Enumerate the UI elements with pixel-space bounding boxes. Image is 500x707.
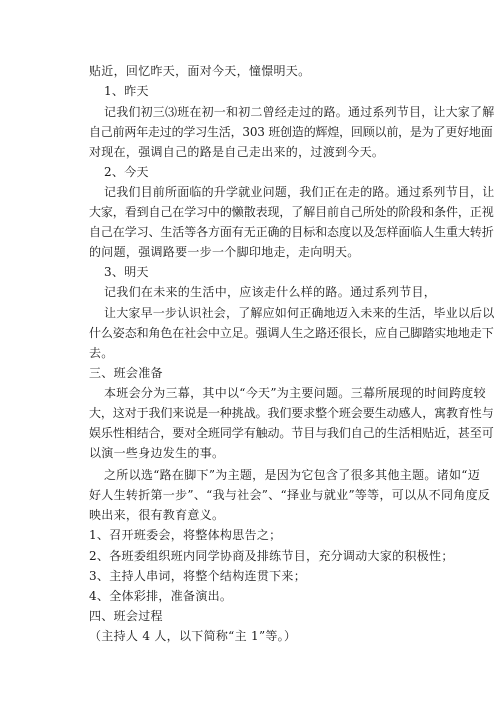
text-line: 以演一些身边发生的事。 [89,446,225,460]
text-line: 之所以选“路在脚下”为主题，是因为它包含了很多其他主题。诸如“迈 [104,468,481,482]
text-line: 娱乐性相结合，要对全班同学有触动。节目与我们自己的生活相贴近，甚至可 [89,426,494,440]
section-heading: 3、明天 [104,265,149,279]
text-line: 大，这对于我们来说是一种挑战。我们要求整个班会要生动感人，寓教育性与 [89,406,494,420]
text-line: 让大家早一步认识社会，了解应如何正确地迈入未来的生活，毕业以后以 [104,306,495,320]
text-line: 的问题，强调路要一步一个脚印地走，走向明天。 [89,245,360,259]
text-line: 自己在学习、生活等各方面有无正确的目标和态度以及怎样面临人生重大转折 [89,225,494,239]
text-line: 去。 [89,346,114,360]
list-item: 2、各班委组织班内同学协商及排练节目，充分调动大家的积极性； [89,549,454,563]
section-heading: 三、班会准备 [89,366,163,380]
list-item: 1、召开班委会，将整体构思告之； [89,528,282,542]
list-item: 3、主持人串词，将整个结构连贯下来； [89,569,307,583]
section-heading: 四、班会过程 [89,609,163,623]
text-line: 什么姿态和角色在社会中立足。强调人生之路还很长，应自己脚踏实地地走下 [89,326,494,340]
text-line: 好人生转折第一步”、“我与社会”、“择业与就业”等等，可以从不同角度反 [89,488,491,502]
text-line: 大家，看到自己在学习中的懒散表现，了解目前自己所处的阶段和条件，正视 [89,205,494,219]
text-line: 自己前两年走过的学习生活，303 班创造的辉煌，回顾以前，是为了更好地面 [89,125,493,139]
section-heading: 1、昨天 [104,84,149,98]
text-line: 映出来，很有教育意义。 [89,508,225,522]
section-heading: 2、今天 [104,165,149,179]
text-line: 记我们在未来的生活中，应该走什么样的路。通过系列节目， [104,285,437,299]
text-line: 记我们目前所面临的升学就业问题，我们正在走的路。通过系列节目，让 [104,185,495,199]
text-line: 本班会分为三幕，其中以“今天”为主要问题。三幕所展现的时间跨度较 [104,386,486,400]
text-line: 贴近，回忆昨天，面对今天，憧憬明天。 [89,64,311,78]
text-line: 对现在，强调自己的路是自己走出来的，过渡到今天。 [89,145,385,159]
list-item: 4、全体彩排，准备演出。 [89,589,233,603]
text-line: （主持人 4 人，以下简称“主 1”等。） [89,629,297,643]
text-line: 记我们初三⑶班在初一和初二曾经走过的路。通过系列节目，让大家了解 [104,105,495,119]
